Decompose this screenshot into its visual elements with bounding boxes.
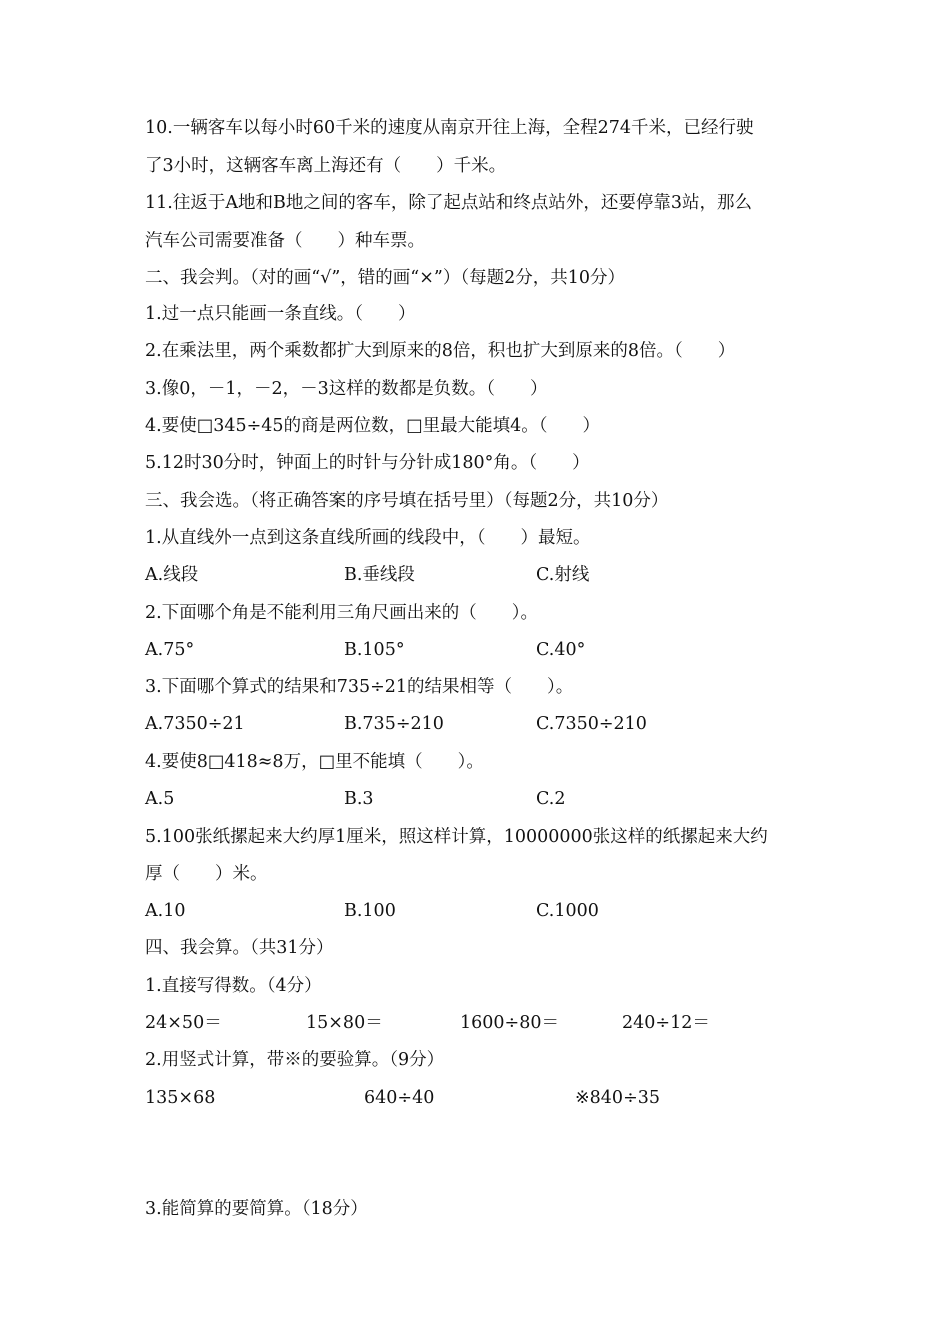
calc-part-3-title: 3.能简算的要简算。（18分）	[145, 1199, 368, 1219]
choice-q1-option-c: C.射线	[536, 565, 590, 585]
choice-q2-option-b: B.105°	[344, 640, 405, 660]
choice-q2-option-a: A.75°	[145, 640, 195, 660]
question-11-line-2: 汽车公司需要准备（ ）种车票。	[145, 231, 425, 251]
choice-q3-option-a: A.7350÷21	[145, 714, 245, 734]
choice-q2-stem: 2.下面哪个角是不能利用三角尺画出来的（ ）。	[145, 603, 538, 623]
choice-q5-stem-line-1: 5.100张纸摞起来大约厚1厘米，照这样计算，10000000张这样的纸摞起来大约	[145, 827, 768, 847]
vertical-calc-item-2: 640÷40	[364, 1088, 435, 1108]
choice-q5-option-c: C.1000	[536, 901, 599, 921]
vertical-calc-item-3: ※840÷35	[575, 1088, 660, 1108]
choice-q1-option-b: B.垂线段	[344, 565, 415, 585]
choice-q1-stem: 1.从直线外一点到这条直线所画的线段中，（ ）最短。	[145, 528, 591, 548]
choice-q3-option-b: B.735÷210	[344, 714, 444, 734]
choice-q4-stem: 4.要使8□418≈8万，□里不能填（ ）。	[145, 752, 484, 772]
choice-q2-option-c: C.40°	[536, 640, 586, 660]
mental-calc-item-1: 24×50＝	[145, 1013, 222, 1033]
section-2-heading: 二、我会判。（对的画“√”，错的画“×”）（每题2分，共10分）	[145, 268, 626, 288]
choice-q5-option-a: A.10	[145, 901, 186, 921]
choice-q4-option-c: C.2	[536, 789, 566, 809]
mental-calc-item-4: 240÷12＝	[622, 1013, 710, 1033]
choice-q5-stem-line-2: 厚（ ）米。	[145, 864, 268, 884]
choice-q4-option-b: B.3	[344, 789, 374, 809]
question-11-line-1: 11.往返于A地和B地之间的客车，除了起点站和终点站外，还要停靠3站，那么	[145, 193, 752, 213]
question-10-line-1: 10.一辆客车以每小时60千米的速度从南京开往上海，全程274千米，已经行驶	[145, 118, 754, 138]
choice-q5-option-b: B.100	[344, 901, 396, 921]
judge-item-5: 5.12时30分时，钟面上的时针与分针成180°角。（ ）	[145, 453, 590, 473]
choice-q3-option-c: C.7350÷210	[536, 714, 647, 734]
judge-item-1: 1.过一点只能画一条直线。（ ）	[145, 304, 416, 324]
calc-part-1-title: 1.直接写得数。（4分）	[145, 976, 322, 996]
judge-item-2: 2.在乘法里，两个乘数都扩大到原来的8倍，积也扩大到原来的8倍。（ ）	[145, 341, 736, 361]
choice-q4-option-a: A.5	[145, 789, 175, 809]
question-10-line-2: 了3小时，这辆客车离上海还有（ ）千米。	[145, 156, 507, 176]
judge-item-3: 3.像0，－1，－2，－3这样的数都是负数。（ ）	[145, 379, 548, 399]
judge-item-4: 4.要使□345÷45的商是两位数，□里最大能填4。（ ）	[145, 416, 600, 436]
mental-calc-item-2: 15×80＝	[306, 1013, 383, 1033]
section-3-heading: 三、我会选。（将正确答案的序号填在括号里）（每题2分，共10分）	[145, 491, 669, 511]
mental-calc-item-3: 1600÷80＝	[460, 1013, 559, 1033]
choice-q1-option-a: A.线段	[145, 565, 199, 585]
choice-q3-stem: 3.下面哪个算式的结果和735÷21的结果相等（ ）。	[145, 677, 574, 697]
vertical-calc-item-1: 135×68	[145, 1088, 216, 1108]
calc-part-2-title: 2.用竖式计算，带※的要验算。（9分）	[145, 1050, 445, 1070]
section-4-heading: 四、我会算。（共31分）	[145, 938, 334, 958]
